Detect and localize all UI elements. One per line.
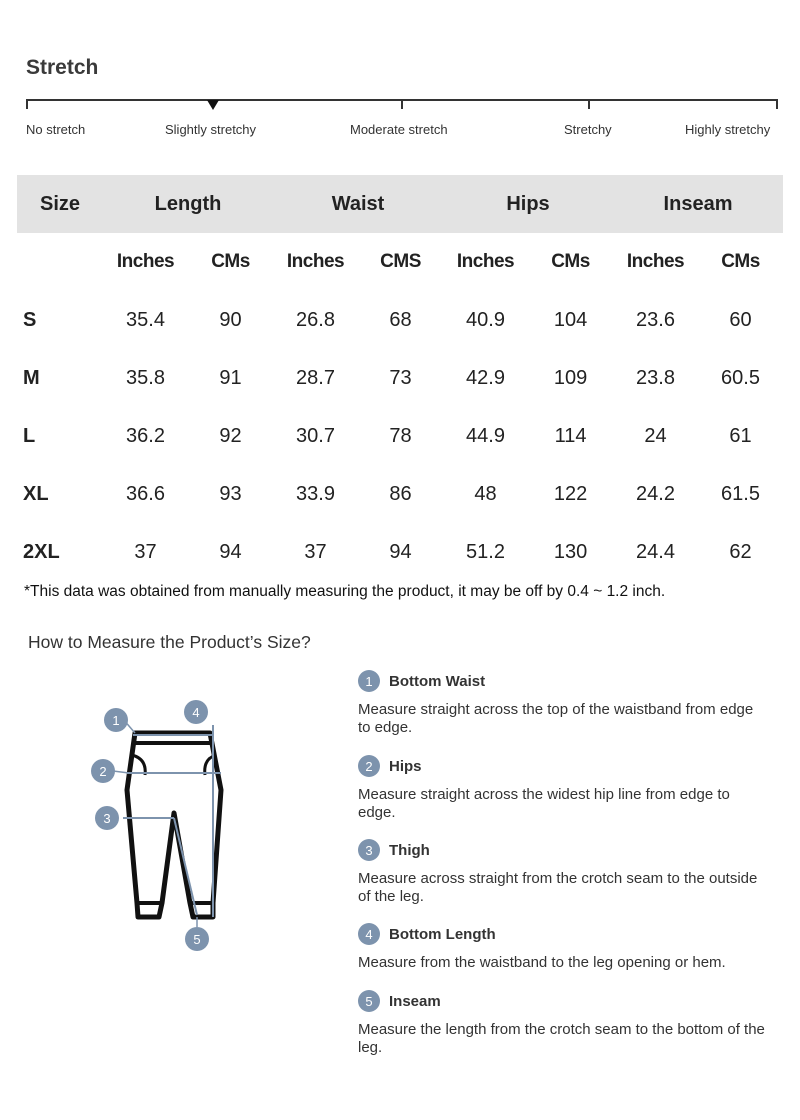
header-hips: Hips [443,175,613,233]
stretch-label-highly: Highly stretchy [685,122,771,137]
instruction-title: Thigh [389,841,430,859]
measurement-note: *This data was obtained from manually measuring the product, it may be off by 0.4 ~ 1.2 inch. [24,583,666,600]
scale-tick [588,99,590,109]
instruction-badge: 4 [358,923,380,945]
value-cell: 104 [553,308,588,331]
size-chart-table [17,175,783,581]
value-cell: 60 [729,308,752,331]
diagram-badge-2 [91,759,115,783]
header-size: Size [17,175,103,233]
header-length: Length [103,175,273,233]
pants-diagram-icon [85,695,255,960]
value-cell: 90 [219,308,242,331]
size-cell: L [23,424,36,447]
svg-text:5: 5 [193,932,201,947]
value-cell: 92 [219,424,242,447]
instruction-bottom-length [358,922,768,972]
value-cell: 122 [553,482,588,505]
unit-cell: CMs [721,251,760,272]
value-cell: 94 [389,540,412,563]
stretch-label-stretchy: Stretchy [564,122,612,137]
value-cell: 26.8 [296,308,335,331]
stretch-label-slight: Slightly stretchy [165,122,257,137]
scale-tick [26,99,28,109]
size-cell: S [23,308,37,331]
value-cell: 24.2 [636,482,675,505]
instruction-desc: Measure the length from the crotch seam to the bottom of the leg. [358,1021,765,1056]
value-cell: 61.5 [721,482,760,505]
scale-tick [776,99,778,109]
value-cell: 114 [554,424,587,447]
scale-tick [401,99,403,109]
table-row [17,465,783,523]
svg-text:3: 3 [103,811,111,826]
instruction-desc: Measure across straight from the crotch seam to the outside of the leg. [358,870,758,905]
instruction-inseam [358,989,768,1057]
value-cell: 60.5 [721,366,760,389]
size-cell: XL [23,482,49,505]
size-cell: 2XL [23,540,60,563]
how-to-measure-title: How to Measure the Product’s Size? [28,632,311,652]
value-cell: 37 [304,540,327,563]
value-cell: 91 [219,366,242,389]
stretch-label-moderate: Moderate stretch [350,122,448,137]
value-cell: 35.4 [126,308,165,331]
instruction-title: Bottom Length [389,925,496,943]
diagram-badge-3 [95,806,119,830]
value-cell: 51.2 [466,540,505,563]
svg-text:4: 4 [192,705,200,720]
units-row [17,233,783,291]
instruction-badge: 5 [358,990,380,1012]
unit-cell: CMs [551,251,590,272]
value-cell: 24.4 [636,540,675,563]
table-header-row [17,175,783,233]
value-cell: 68 [389,308,412,331]
table-row [17,523,783,581]
unit-cell: CMs [211,251,250,272]
value-cell: 44.9 [466,424,505,447]
stretch-marker-icon [207,100,219,110]
instruction-hips [358,754,768,822]
svg-text:1: 1 [112,713,120,728]
value-cell: 94 [219,540,242,563]
instruction-thigh [358,838,768,906]
table-row [17,407,783,465]
value-cell: 30.7 [296,424,335,447]
stretch-label-none: No stretch [26,122,86,137]
instruction-badge: 2 [358,755,380,777]
value-cell: 28.7 [296,366,335,389]
value-cell: 73 [389,366,412,389]
diagram-badge-4 [184,700,208,724]
table-row [17,349,783,407]
diagram-badge-5 [185,927,209,951]
unit-cell: Inches [116,251,175,272]
value-cell: 86 [389,482,412,505]
header-waist: Waist [273,175,443,233]
value-cell: 23.6 [636,308,675,331]
stretch-scale [26,96,778,110]
value-cell: 36.6 [126,482,165,505]
instruction-title: Inseam [389,992,441,1010]
unit-cell: Inches [456,251,515,272]
value-cell: 62 [729,540,752,563]
instruction-badge: 1 [358,670,380,692]
value-cell: 23.8 [636,366,675,389]
instruction-bottom-waist [358,669,768,737]
value-cell: 35.8 [126,366,165,389]
value-cell: 130 [553,540,588,563]
value-cell: 48 [474,482,497,505]
value-cell: 78 [389,424,412,447]
value-cell: 40.9 [466,308,505,331]
instruction-title: Hips [389,757,422,775]
value-cell: 36.2 [126,424,165,447]
value-cell: 93 [219,482,242,505]
unit-cell: CMS [380,251,421,272]
instruction-desc: Measure straight across the top of the waistband from edge to edge. [358,701,754,736]
instruction-badge: 3 [358,839,380,861]
value-cell: 33.9 [296,482,335,505]
value-cell: 42.9 [466,366,505,389]
unit-cell: Inches [286,251,345,272]
diagram-badge-1 [104,708,128,732]
unit-cell: Inches [626,251,685,272]
value-cell: 24 [644,424,667,447]
instruction-desc: Measure from the waistband to the leg opening or hem. [358,954,726,971]
svg-text:2: 2 [99,764,107,779]
header-inseam: Inseam [613,175,783,233]
instruction-desc: Measure straight across the widest hip line from edge to edge. [358,786,730,821]
value-cell: 37 [134,540,157,563]
instruction-title: Bottom Waist [389,672,486,690]
table-row [17,291,783,349]
size-cell: M [23,366,40,389]
stretch-title: Stretch [26,56,99,79]
value-cell: 61 [729,424,752,447]
units-empty [17,233,103,291]
value-cell: 109 [553,366,588,389]
